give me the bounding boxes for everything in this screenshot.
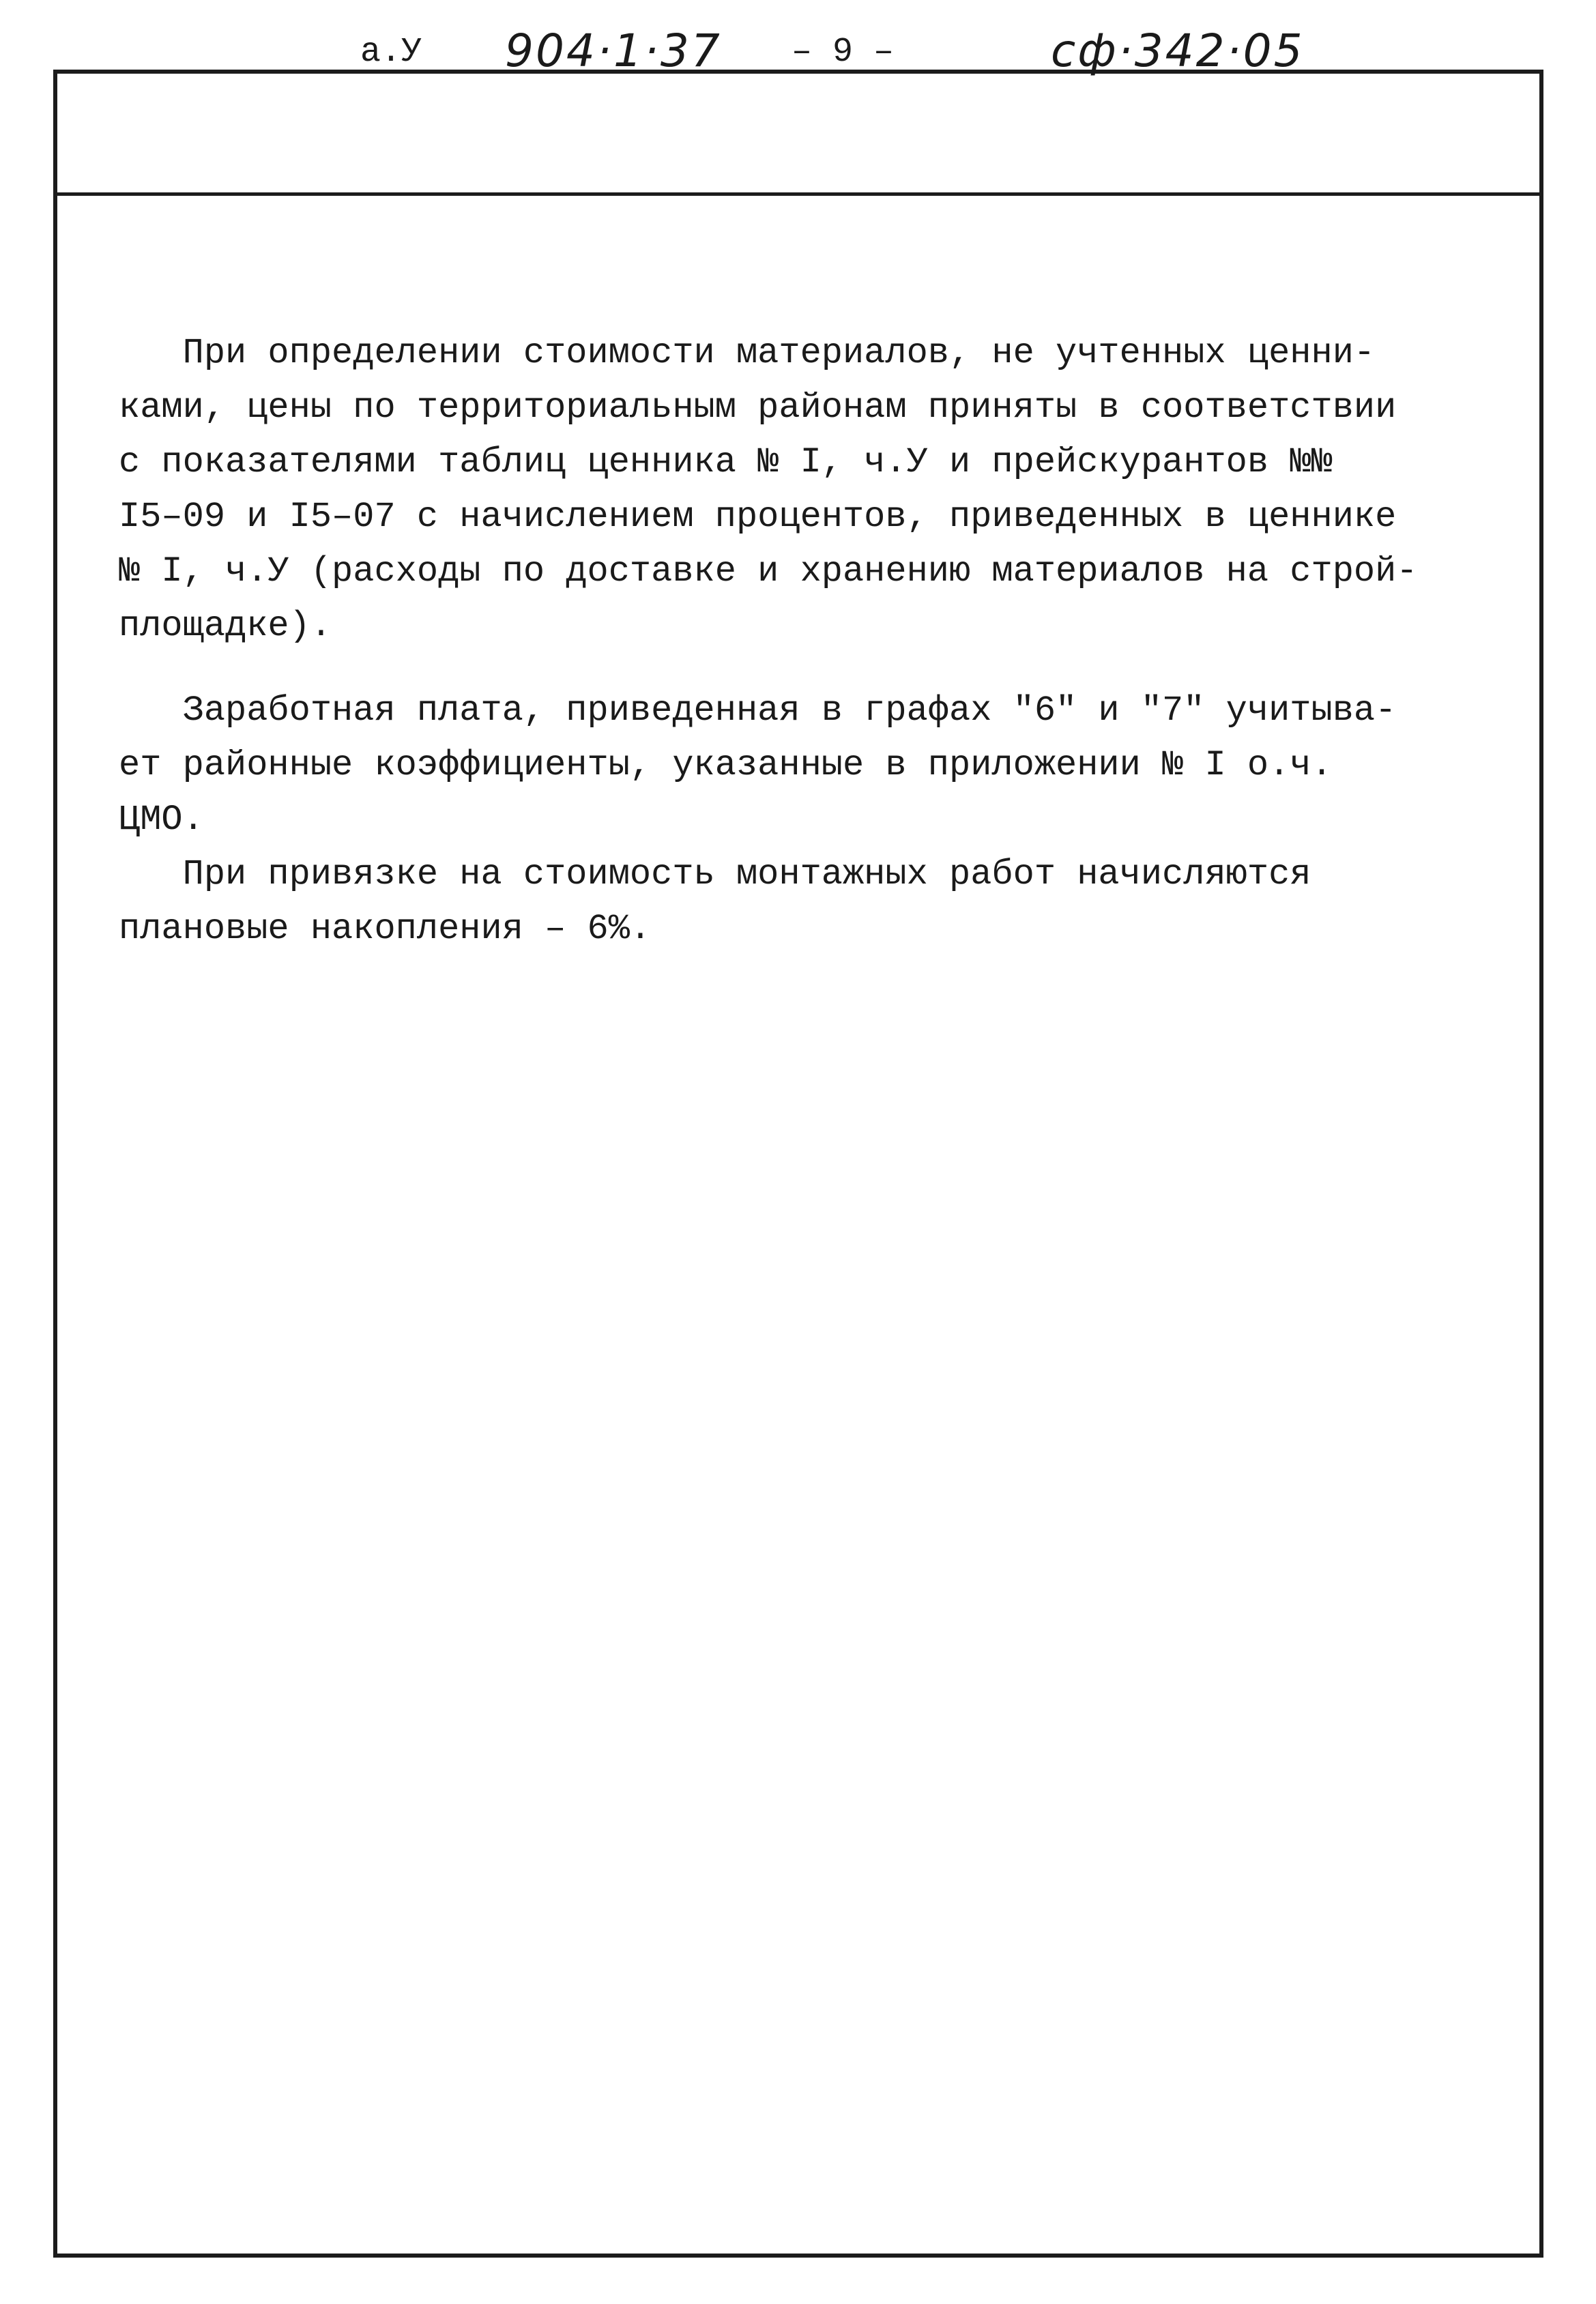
header-part: а.У — [360, 33, 422, 72]
header-divider — [57, 192, 1539, 196]
paragraph-1-line-6: площадке). — [119, 606, 332, 646]
paragraph-3-line-1: При привязке на стоимость монтажных работ начисляются — [119, 854, 1311, 894]
paragraph-3-line-2: плановые накопления – 6%. — [119, 909, 652, 949]
header-project-code: 904·1·37 — [505, 25, 722, 77]
paragraph-2-line-2: ет районные коэффициенты, указанные в приложении № I о.ч. — [119, 745, 1333, 785]
paragraph-1-line-4: I5–09 и I5–07 с начислением процентов, приведенных в ценнике — [119, 497, 1397, 537]
paragraph-1-line-1: При определении стоимости материалов, не учтенных ценни- — [119, 333, 1376, 373]
header-page-number: – 9 – — [792, 33, 895, 72]
paragraph-2-line-3: ЦМО. — [119, 800, 204, 840]
paragraph-1-line-2: ками, цены по территориальным районам приняты в соответствии — [119, 388, 1397, 428]
header-sheet-code: сф·342·05 — [1051, 25, 1305, 77]
paragraph-1-line-5: № I, ч.У (расходы по доставке и хранению материалов на строй- — [119, 551, 1418, 592]
paragraph-1-line-3: с показателями таблиц ценника № I, ч.У и прейскурантов №№ — [119, 442, 1333, 482]
paragraph-2-line-1: Заработная плата, приведенная в графах "6" и "7" учитыва- — [119, 690, 1397, 731]
